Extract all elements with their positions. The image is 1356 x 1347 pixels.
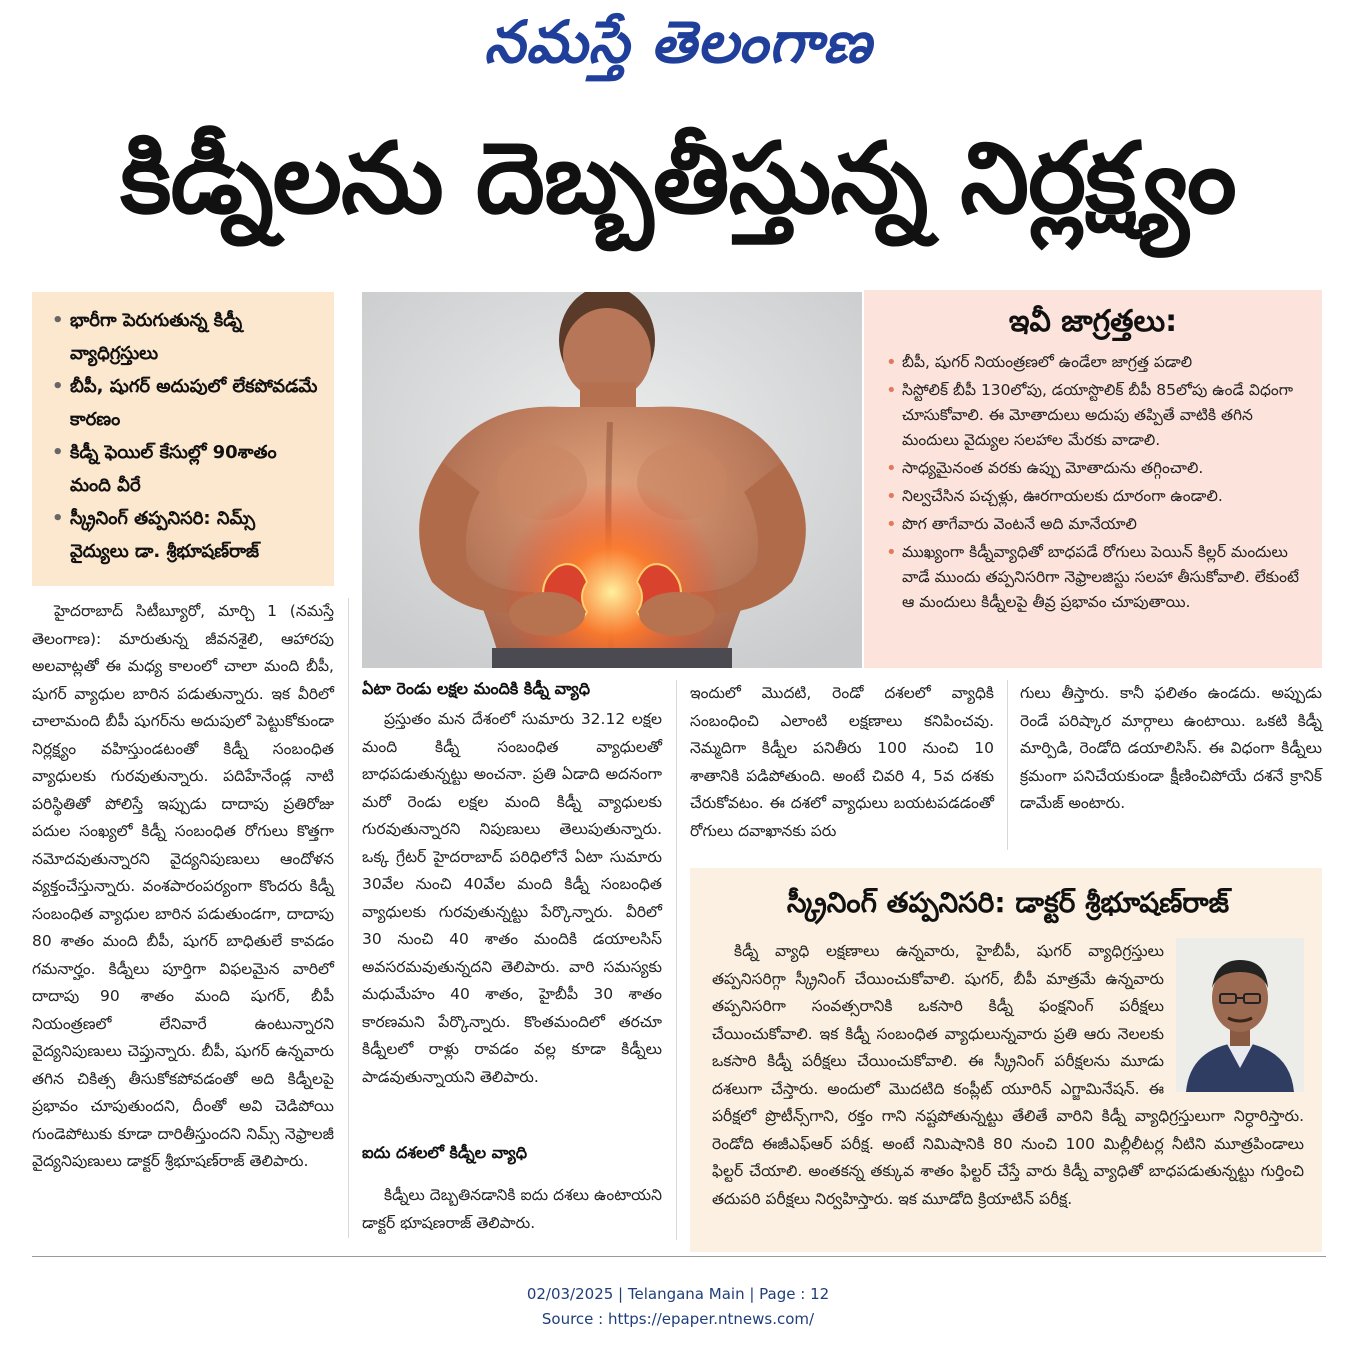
- column-divider: [676, 680, 677, 1240]
- highlight-item: • కిడ్నీ ఫెయిల్ కేసుల్లో 90శాతం మంది వీరే: [52, 436, 320, 502]
- precaution-item: • పొగ తాగేవారు వెంటనే అది మానేయాలి: [884, 512, 1302, 537]
- back-pain-photo: [362, 292, 862, 668]
- precaution-item: • బీపీ, షుగర్ నియంత్రణలో ఉండేలా జాగ్రత్త పడాలి: [884, 350, 1302, 375]
- precaution-item: • సాధ్యమైనంత వరకు ఉప్పు మోతాదును తగ్గించాలి.: [884, 456, 1302, 481]
- article-column-2: ప్రస్తుతం మన దేశంలో సుమారు 32.12 లక్షల మంది కిడ్నీ సంబంధిత వ్యాధులతో బాధపడుతున్నట్టు అంచనా. ప్రతి ఏడాది అదనంగా మరో రెండు లక్షల మంది కిడ్నీ వ్యాధులకు గురవుతున్నారని నిపుణులు తెలుపుతున్నారు. ఒక్క గ్రేటర్ హైదరాబాద్ పరిధిలోనే ఏటా సుమారు 30వేల నుంచి 40వేల మంది కిడ్నీ సంబంధిత వ్యాధులకు గురవుతున్నట్టు పేర్కొన్నారు. వీరిలో 30 నుంచి 40 శాతం మందికి డయాలసిస్ అవసరమవుతున్నదని తెలిపారు. వారి సమస్యకు మధుమేహం 40 శాతం, హైబీపీ 30 శాతం కారణమని పేర్కొన్నారు. కొంతమందిలో తరచూ కిడ్నీలలో రాళ్లు రావడం వల్ల కూడా కిడ్నీలు పాడవుతున్నాయని తెలిపారు.: [362, 710, 662, 1086]
- precautions-box: [864, 290, 1322, 668]
- subheading-five-stages: ఐదు దశలలో కిడ్నీల వ్యాధి: [362, 1143, 527, 1162]
- masthead-logo: నమస్తే తెలంగాణ: [484, 8, 872, 76]
- footer-date-page: 02/03/2025 | Telangana Main | Page : 12: [526, 1285, 830, 1303]
- kidney-illustration: [362, 292, 862, 668]
- highlight-item: • బీపీ, షుగర్ అదుపులో లేకపోవడమే కారణం: [52, 370, 320, 436]
- highlight-item: • భారీగా పెరుగుతున్న కిడ్నీ వ్యాధిగ్రస్తులు: [52, 304, 320, 370]
- column-divider: [348, 598, 349, 1238]
- article-column-4: గులు తీస్తారు. కానీ ఫలితం ఉండదు. అప్పుడు రెండే పరిష్కార మార్గాలు ఉంటాయి. ఒకటి కిడ్నీ మార్పిడి, రెండోది డయాలిసిస్. ఈ విధంగా కిడ్నీలు క్రమంగా పనిచేయకుండా క్షీణించిపోయే దశనే క్రానిక్ డామేజ్ అంటారు.: [1020, 684, 1322, 812]
- precaution-item: • ముఖ్యంగా కిడ్నీవ్యాధితో బాధపడే రోగులు పెయిన్ కిల్లర్ మందులు వాడే ముందు తప్పనిసరిగా నెఫ్రాలజిస్టు సలహా తీసుకోవాలి. లేకుంటే ఆ మందులు కిడ్నీలపై తీవ్ర ప్రభావం చూపుతాయి.: [884, 540, 1302, 615]
- doctor-photo: [1176, 938, 1304, 1092]
- article-column-1: హైదరాబాద్ సిటీబ్యూరో, మార్చి 1 (నమస్తే తెలంగాణ): మారుతున్న జీవనశైలి, ఆహారపు అలవాట్లతో ఈ మధ్య కాలంలో చాలా మంది బీపీ, షుగర్ వ్యాధుల బారిన పడుతున్నారు. ఇక వీరిలో చాలామంది బీపీ షుగర్‌ను అదుపులో పెట్టుకోకుండా నిర్లక్ష్యం వహిస్తుండటంతో కిడ్నీ సంబంధిత వ్యాధులకు గురవుతున్నారు. పదిహేనేండ్ల నాటి పరిస్థితితో పోలిస్తే ఇప్పుడు దాదాపు ప్రతిరోజు పదుల సంఖ్యలో కిడ్నీ సంబంధిత రోగులు కొత్తగా నమోదవుతున్నారని వైద్యనిపుణులు ఆందోళన వ్యక్తంచేస్తున్నారు. వంశపారంపర్యంగా కొందరు కిడ్నీ సంబంధిత వ్యాధుల బారిన పడుతుండగా, దాదాపు 80 శాతం మంది బీపీ, షుగర్ బాధితులే కావడం గమనార్హం. కిడ్నీలు పూర్తిగా విఫలమైన వారిలో దాదాపు 90 శాతం మంది షుగర్, బీపీ నియంత్రణలో లేనివారే ఉంటున్నారని వైద్యనిపుణులు చెప్తున్నారు. బీపీ, షుగర్ ఉన్నవారు తగిన చికిత్స తీసుకోకపోవడంతో అది కిడ్నీలపై ప్రభావం చూపుతుందని, దీంతో అవి చెడిపోయి గుండెపోటుకు కూడా దారితీస్తుందని నిమ్స్ నెఫ్రాలజీ వైద్యనిపుణులు డాక్టర్ శ్రీభూషణ్‌రాజ్ తెలిపారు.: [32, 602, 334, 1170]
- article-column-3: ఇందులో మొదటి, రెండో దశలలో వ్యాధికి సంబంధించి ఎలాంటి లక్షణాలు కనిపించవు. నెమ్మదిగా కిడ్నీల పనితీరు 100 నుంచి 10 శాతానికి పడిపోతుంది. అంటే చివరి 4, 5వ దశకు చేరుకోవటం. ఈ దశలో వ్యాధులు బయటపడడంతో రోగులు దవాఖానకు పరు: [690, 684, 994, 840]
- article-column-2-continued: కిడ్నీలు దెబ్బతినడానికి ఐదు దశలు ఉంటాయని డాక్టర్ భూషణరాజ్ తెలిపారు.: [362, 1186, 662, 1232]
- precaution-item: • నిల్వచేసిన పచ్చళ్లు, ఊరగాయలకు దూరంగా ఉండాలి.: [884, 484, 1302, 509]
- highlight-item: • స్క్రీనింగ్ తప్పనిసరి: నిమ్స్ వైద్యులు డా. శ్రీభూషణ్‌రాజ్: [52, 502, 320, 568]
- screening-box: [690, 868, 1322, 1252]
- screening-text: కిడ్నీ వ్యాధి లక్షణాలు ఉన్నవారు, హైబీపీ, షుగర్ వ్యాధిగ్రస్తులు తప్పనిసరిగ్గా స్క్రీనింగ్ చేయించుకోవాలి. షుగర్, బీపీ మాత్రమే ఉన్నవారు తప్పనిసరిగా సంవత్సరానికి ఒకసారి కిడ్నీ ఫంక్షనింగ్ పరీక్షలు చేయించుకోవాలి. ఇక కిడ్నీ సంబంధిత వ్యాధులున్నవారు ప్రతి ఆరు నెలలకు ఒకసారి కిడ్నీ పరీక్షలు చేయించుకోవాలి. ఈ స్క్రీనింగ్ పరీక్షలను మూడు దశలుగా చేస్తారు. అందులో మొదటిది కంప్లీట్ యూరిన్ ఎగ్జామినేషన్. ఈ పరీక్షలో ప్రొటీన్స్‌గాని, రక్తం గాని నష్టపోతున్నట్టు తేలితే వారిని కిడ్నీ వ్యాధిగ్రస్తులుగా నిర్ధారిస్తారు. రెండోది ఈజీఎఫ్‌ఆర్ పరీక్ష. అంటే నిమిషానికి 80 నుంచి 100 మిల్లీలీటర్ల నీటిని మూత్రపిండాలు ఫిల్టర్ చేయాలి. అంతకన్న తక్కువ శాతం ఫిల్టర్ చేస్తే వారు కిడ్నీ వ్యాధితో బాధపడుతున్నట్టు గుర్తించి తదుపరి పరీక్షలు నిర్వహిస్తారు. ఇక మూడోది క్రియాటిన్ పరీక్ష.: [712, 942, 1304, 1208]
- precaution-item: • సిస్టోలిక్ బీపీ 130లోపు, డయాస్టొలిక్ బీపీ 85లోపు ఉండే విధంగా చూసుకోవాలి. ఈ మోతాదులు అదుపు తప్పితే వాటికి తగిన మందులు వైద్యుల సలహాల మేరకు వాడాలి.: [884, 378, 1302, 453]
- page-footer: [0, 1282, 1356, 1332]
- screening-title: స్క్రీనింగ్ తప్పనిసరి: డాక్టర్ శ్రీభూషణ్‌రాజ్: [786, 886, 1230, 919]
- bottom-divider: [32, 1256, 1326, 1257]
- column-divider: [1007, 680, 1008, 850]
- precautions-title: ఇవీ జాగ్రత్తలు:: [1008, 304, 1178, 339]
- headline: కిడ్నీలను దెబ్బతీస్తున్న నిర్లక్ష్యం: [120, 122, 1236, 236]
- subheading-two-lakh: ఏటా రెండు లక్షల మందికి కిడ్నీ వ్యాధి: [362, 679, 590, 698]
- highlights-box: [32, 292, 334, 586]
- footer-source: Source : https://epaper.ntnews.com/: [541, 1310, 815, 1328]
